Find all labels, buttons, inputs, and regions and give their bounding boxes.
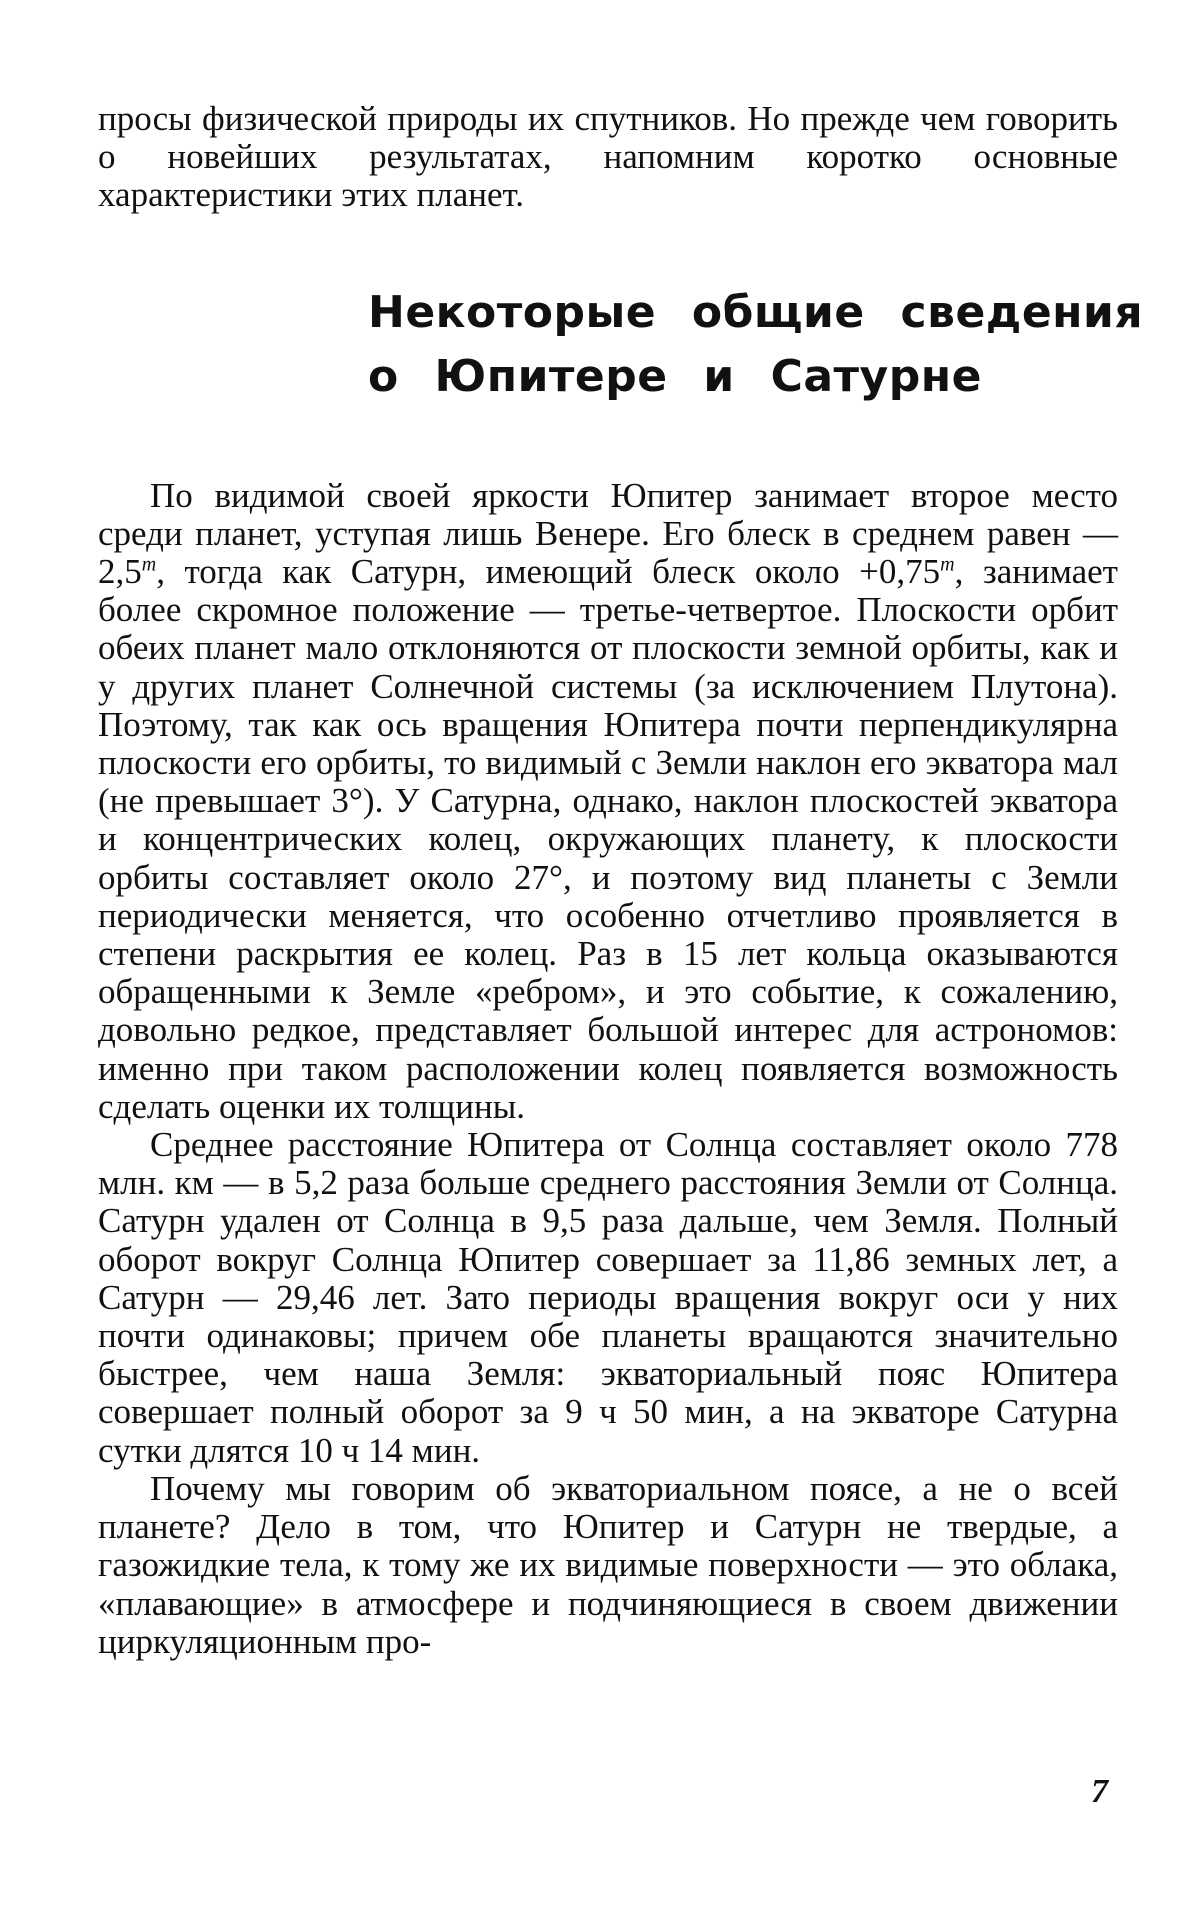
magnitude-superscript: m — [940, 553, 955, 576]
paragraph-text: , тогда как Сатурн, имеющий блеск около +0,75 — [156, 552, 941, 592]
section-heading — [368, 281, 1144, 409]
heading-line-2: о Юпитере и Сатурне — [368, 350, 982, 402]
intro-paragraph: просы физической природы их спутников. Но прежде чем говорить о новейших результатах, напомним коротко основные характеристики этих планет. — [98, 99, 1118, 215]
page-number: 7 — [1091, 1773, 1108, 1810]
heading-line-1: Некоторые общие сведения — [368, 286, 1144, 338]
paragraph-distance: Среднее расстояние Юпитера от Солнца составляет около 778 млн. км — в 5,2 раза больше среднего расстояния Земли от Солнца. Сатурн удален от Солнца в 9,5 раза дальше, чем Земля. Полный оборот вокруг Солнца Юпитер совершает за 11,86 земных лет, а Сатурн — 29,46 лет. Зато периоды вращения вокруг оси у них почти одинаковы; причем обе планеты вращаются значительно быстрее, чем наша Земля: экваториальный пояс Юпитера совершает полный оборот за 9 ч 50 мин, а на экваторе Сатурна сутки длятся 10 ч 14 мин. — [98, 1125, 1118, 1470]
paragraph-brightness — [98, 477, 1118, 1126]
paragraph-text: По видимой своей яркости Юпитер занимает второе место среди планет, уступая лишь Венере. Его блеск в среднем равен —2,5 — [98, 475, 1118, 592]
magnitude-superscript: m — [141, 553, 157, 576]
paragraph-equatorial-belt: Почему мы говорим об экваториальном поясе, а не о всей планете? Дело в том, что Юпитер и Сатурн не твердые, а газожидкие тела, к тому же их видимые поверхности — это облака, «плавающие» в атмосфере и подчиняющиеся в своем движении циркуляционным про- — [98, 1468, 1118, 1661]
paragraph-text: , занимает более скромное положение — третье-четвертое. Плоскости орбит обеих планет мало отклоняются от плоскости земной орбиты, как и у других планет Солнечной системы (за исключением Плутона). Поэтому, так как ось вращения Юпитера почти перпендикулярна плоскости его орбиты, то видимый с Земли наклон его экватора мал (не превышает 3°). У Сатурна, однако, наклон плоскостей экватора и концентрических колец, окружающих планету, к плоскости орбиты составляет около 27°, и поэтому вид планеты с Земли периодически меняется, что особенно отчетливо проявляется в степени раскрытия ее колец. Раз в 15 лет кольца оказываются обращенными к Земле «ребром», и это событие, к сожалению, довольно редкое, представляет большой интерес для астрономов: именно при таком расположении колец появляется возможность сделать оценки их толщины. — [98, 552, 1118, 1126]
